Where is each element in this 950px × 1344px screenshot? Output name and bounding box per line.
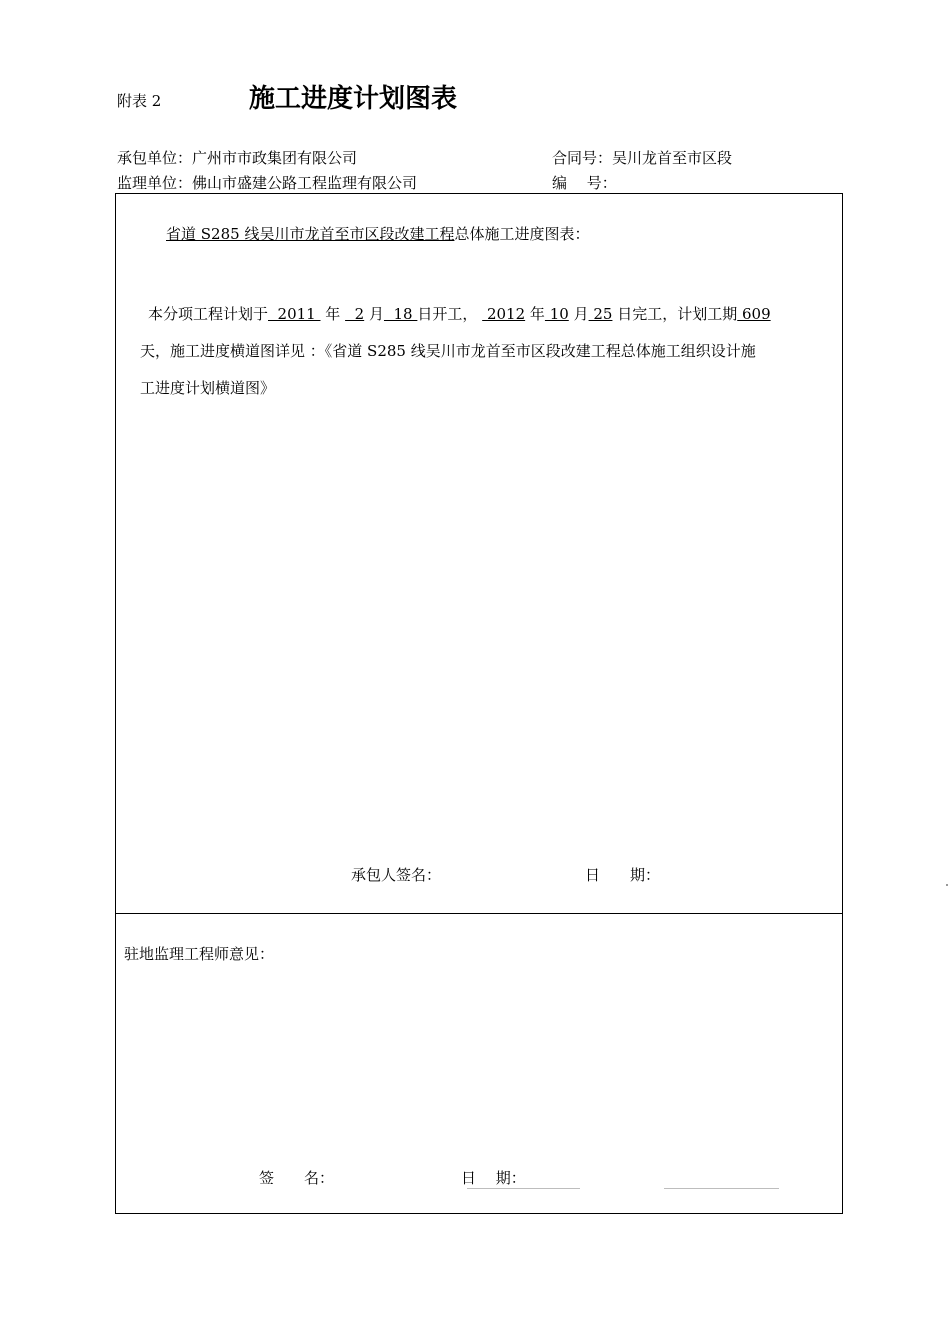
- engineer-opinion-label: 驻地监理工程师意见：: [124, 945, 275, 963]
- paragraph-line-1: [140, 296, 834, 333]
- section-heading: [166, 223, 589, 244]
- supervisor-unit: 监理单位：佛山市盛建公路工程监理有限公司: [117, 174, 418, 192]
- contractor-unit: 承包单位：广州市市政集团有限公司: [117, 149, 358, 167]
- paragraph-line-3: 工进度计划横道图》: [140, 379, 276, 397]
- start-label: 日开工，: [417, 305, 478, 323]
- serial-number: 编 号：: [552, 174, 617, 192]
- start-month: 2: [345, 305, 365, 323]
- heading-suffix: 总体施工进度图表：: [454, 225, 590, 243]
- duration-days: 609: [737, 305, 771, 323]
- blank-underline: [664, 1188, 779, 1189]
- contractor-date-label: 日 期：: [585, 866, 661, 884]
- year-label-2: 年: [529, 305, 545, 323]
- end-day: 25: [588, 305, 613, 323]
- page-title: 施工进度计划图表: [249, 84, 458, 114]
- contract-number: 合同号：吴川龙首至市区段: [552, 149, 733, 167]
- year-label: 年: [325, 305, 341, 323]
- paragraph-line-2: 天，施工进度横道图详见 ：《省道 S285 线吴川市龙首至市区段改建工程总体施工组织设计施: [140, 342, 756, 360]
- date-underline: [467, 1188, 580, 1189]
- start-year: 2011: [268, 305, 321, 323]
- plan-prefix: 本分项工程计划于: [148, 305, 269, 323]
- start-day: 18: [383, 305, 418, 323]
- end-month: 10: [544, 305, 569, 323]
- month-label: 月: [368, 305, 384, 323]
- schedule-paragraph: [140, 296, 834, 407]
- engineer-date-label: 日 期：: [461, 1169, 526, 1187]
- end-year: 2012: [482, 305, 526, 323]
- end-label: 日完工，计划工期: [617, 305, 738, 323]
- contractor-signature-label: 承包人签名：: [351, 866, 442, 884]
- month-label-2: 月: [573, 305, 589, 323]
- margin-dot: [946, 884, 948, 886]
- appendix-label: 附表 2: [117, 92, 162, 110]
- project-name: 省道 S285 线吴川市龙首至市区段改建工程: [166, 225, 455, 243]
- engineer-signature-label: 签 名：: [259, 1169, 335, 1187]
